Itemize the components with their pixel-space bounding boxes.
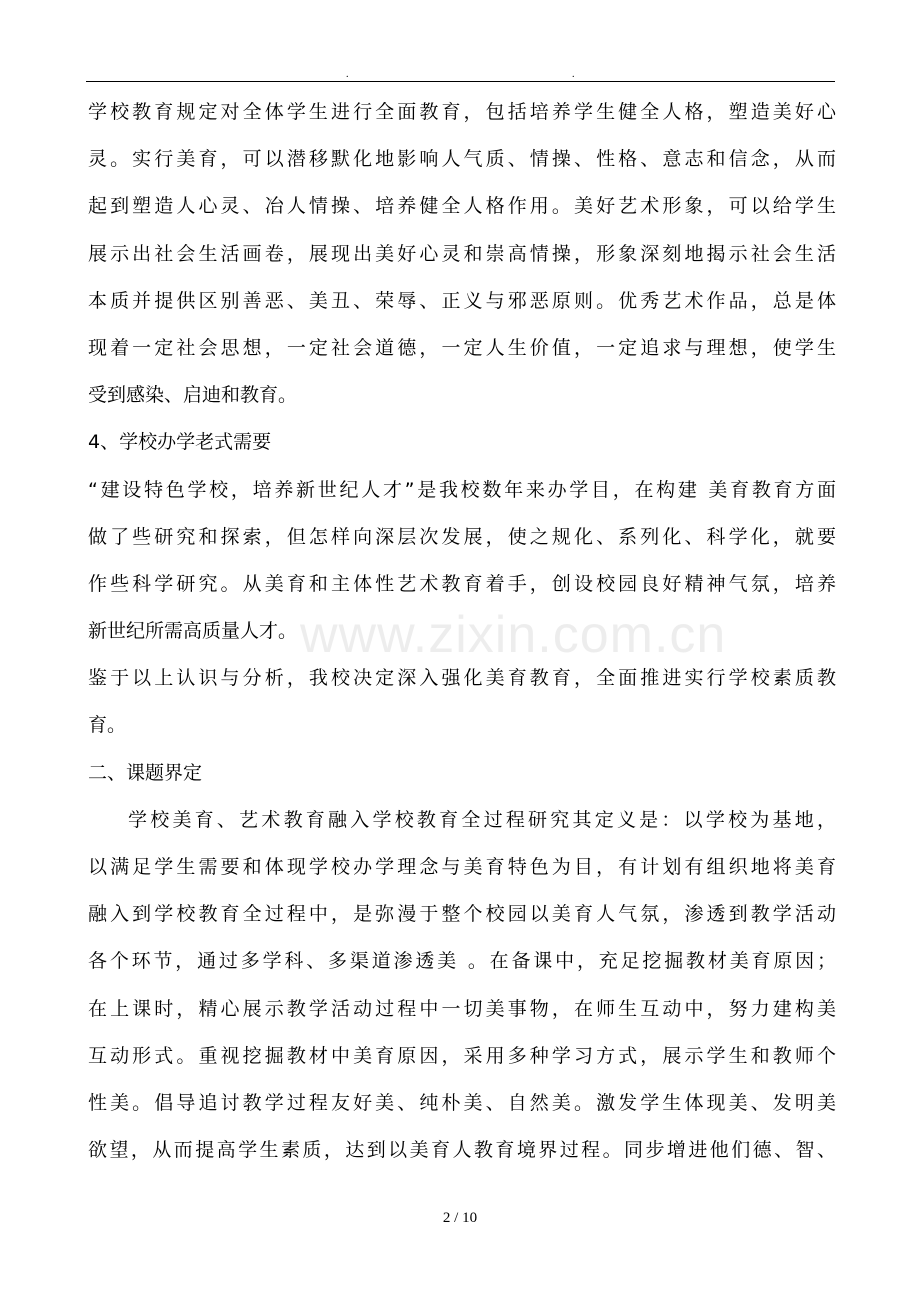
body-line: 以满足学生需要和体现学校办学理念与美育特色为目，有计划有组织地将美育 [88, 856, 836, 878]
body-line: 各个环节，通过多学科、多渠道渗透美 。在备课中，充足挖掘教材美育原因； [88, 950, 836, 973]
body-line: 起到塑造人心灵、冶人情操、培养健全人格作用。美好艺术形象，可以给学生 [88, 195, 836, 218]
body-line: 欲望，从而提高学生素质，达到以美育人教育境界过程。同步增进他们德、智、 [88, 1139, 836, 1162]
body-line: 灵。实行美育，可以潜移默化地影响人气质、情操、性格、意志和信念，从而 [88, 148, 836, 171]
section-heading: 4、学校办学老式需要 [88, 431, 272, 454]
watermark-text: www.zixin.com.cn [300, 606, 727, 664]
body-line: 融入到学校教育全过程中，是弥漫于整个校园以美育人气氛，渗透到教学活动 [88, 903, 836, 926]
body-line: 受到感染、启迪和教育。 [88, 384, 298, 407]
body-line: 作些科学研究。从美育和主体性艺术教育着手，创设校园良好精神气氛，培养 [88, 572, 836, 595]
header-rule [86, 81, 835, 82]
body-line: 在上课时，精心展示教学活动过程中一切美事物，在师生互动中，努力建构美 [88, 997, 836, 1020]
body-line: 做了些研究和探索，但怎样向深层次发展，使之规化、系列化、科学化，就要 [88, 525, 836, 548]
body-line: 互动形式。重视挖掘教材中美育原因，采用多种学习方式，展示学生和教师个 [88, 1044, 836, 1067]
body-line: 现着一定社会思想，一定社会道德，一定人生价值，一定追求与理想，使学生 [88, 336, 836, 359]
body-line: 育。 [88, 714, 127, 737]
header-dot-right: . [572, 69, 575, 80]
body-line: 新世纪所需高质量人才。 [88, 620, 298, 643]
body-line: “建设特色学校，培养新世纪人才”是我校数年来办学目，在构建 美育教育方面 [88, 478, 836, 501]
body-line: 学校教育规定对全体学生进行全面教育，包括培养学生健全人格，塑造美好心 [88, 101, 836, 123]
body-line: 性美。倡导追讨教学过程友好美、纯朴美、自然美。激发学生体现美、发明美 [88, 1091, 836, 1114]
body-line: 本质并提供区别善恶、美丑、荣辱、正义与邪恶原则。优秀艺术作品，总是体 [88, 289, 836, 312]
page-indicator: 2 / 10 [442, 1210, 478, 1226]
section-heading: 二、课题界定 [88, 761, 203, 784]
body-line: 鉴于以上认识与分析，我校决定深入强化美育教育，全面推进实行学校素质教 [88, 667, 836, 690]
header-dot-left: . [346, 69, 349, 80]
body-line: 学校美育、艺术教育融入学校教育全过程研究其定义是：以学校为基地， [128, 808, 836, 831]
body-line: 展示出社会生活画卷，展现出美好心灵和崇高情操，形象深刻地揭示社会生活 [88, 242, 836, 265]
